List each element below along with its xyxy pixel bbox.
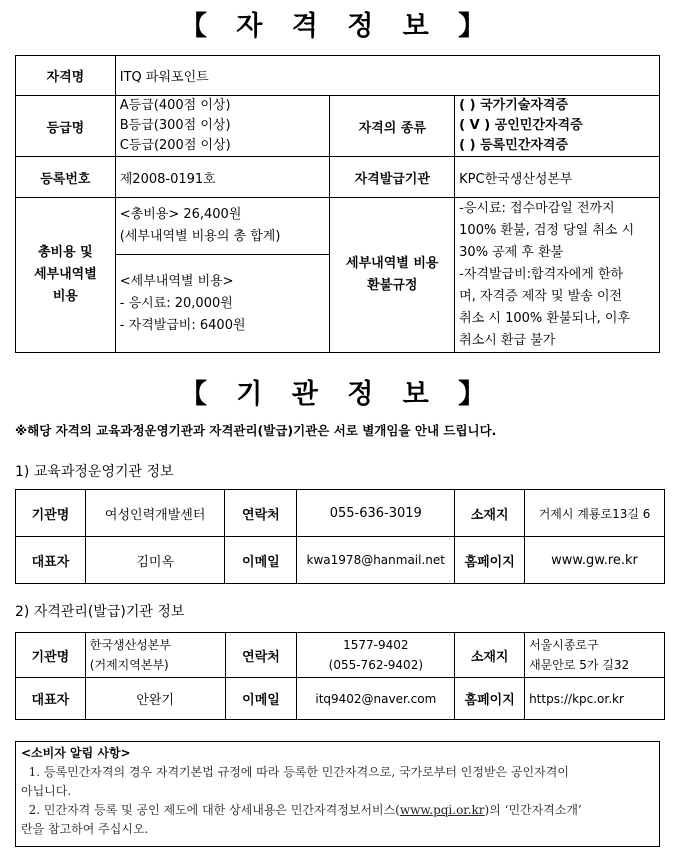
edu-org-table <box>15 489 665 584</box>
grade-item: C등급(200점 이상) <box>119 138 231 153</box>
reg-number-label: 등록번호 <box>16 157 116 198</box>
edu-addr-label: 소재지 <box>455 490 525 537</box>
consumer-notice-line: 2. 민간자격 등록 및 공인 제도에 대한 상세내용은 민간자격정보서비스(www.pqi.or.kr)의 ‘민간자격소개’ <box>21 803 582 817</box>
cert-info-table <box>15 55 660 353</box>
mgmt-web-label: 홈페이지 <box>455 678 525 720</box>
edu-org-value: 여성인력개발센터 <box>85 490 225 537</box>
edu-phone-label: 연락처 <box>225 490 297 537</box>
edu-org-heading: 1) 교육과정운영기관 정보 <box>15 464 174 480</box>
grade-list <box>115 96 330 157</box>
refund-label: 세부내역별 비용 환불규정 <box>330 198 455 353</box>
consumer-notice <box>15 741 660 847</box>
grade-label: 등급명 <box>16 96 116 157</box>
cert-type-list <box>455 96 660 157</box>
mgmt-org-heading: 2) 자격관리(발급)기관 정보 <box>15 604 185 620</box>
org-info-title: 【 기 관 정 보 】 <box>179 379 496 410</box>
cert-type-label: 자격의 종류 <box>330 96 455 157</box>
issuer-label: 자격발급기관 <box>330 157 455 198</box>
edu-rep-label: 대표자 <box>16 537 86 584</box>
grade-item: A등급(400점 이상) <box>119 98 231 113</box>
mgmt-email-label: 이메일 <box>225 678 297 720</box>
refund-text: -응시료: 접수마감일 전까지 100% 환불, 검정 당일 취소 시 30% 공제 후 환불 -자격발급비:합격자에게 한하 며, 자격증 제작 및 발송 이전 취소 시 100% 환불되나, 이후 취소시 환급 불가 <box>455 198 660 353</box>
edu-web-value: www.gw.re.kr <box>525 537 665 584</box>
mgmt-rep-label: 대표자 <box>16 678 86 720</box>
consumer-notice-heading: <소비자 알림 사항> <box>21 746 131 760</box>
edu-rep-value: 김미옥 <box>85 537 225 584</box>
edu-phone-value: 055-636-3019 <box>297 490 455 537</box>
cost-label: 총비용 및 세부내역별 비용 <box>16 198 116 353</box>
mgmt-phone-label: 연락처 <box>225 633 297 678</box>
detail-cost: <세부내역별 비용> - 응시료: 20,000원 - 자격발급비: 6400원 <box>115 255 330 353</box>
issuer-value: KPC한국생산성본부 <box>455 157 660 198</box>
cert-type-item: ( ) 등록민간자격증 <box>459 138 568 153</box>
consumer-notice-line: 란을 참고하여 주십시오. <box>21 822 149 836</box>
edu-email-label: 이메일 <box>225 537 297 584</box>
mgmt-addr-value: 서울시종로구 새문안로 5가 길32 <box>525 633 665 678</box>
consumer-notice-line: 아닙니다. <box>21 784 72 798</box>
mgmt-email-value: itq9402@naver.com <box>297 678 455 720</box>
cert-type-item: ( ) 국가기술자격증 <box>459 98 568 113</box>
edu-org-label: 기관명 <box>16 490 86 537</box>
cert-name-label: 자격명 <box>16 56 116 96</box>
edu-email-value: kwa1978@hanmail.net <box>297 537 455 584</box>
grade-item: B등급(300점 이상) <box>119 118 231 133</box>
cert-info-title: 【 자 격 정 보 】 <box>179 11 496 42</box>
mgmt-web-value: https://kpc.or.kr <box>525 678 665 720</box>
cert-type-item: ( V ) 공인민간자격증 <box>459 118 583 133</box>
reg-number-value: 제2008-0191호 <box>115 157 330 198</box>
org-notice: ※해당 자격의 교육과정운영기관과 자격관리(발급)기관은 서로 별개임을 안내 드립니다. <box>15 423 497 438</box>
cert-name-value: ITQ 파워포인트 <box>115 56 659 96</box>
pqi-link[interactable]: www.pqi.or.kr <box>399 803 485 817</box>
mgmt-addr-label: 소재지 <box>455 633 525 678</box>
mgmt-phone-value: 1577-9402 (055-762-9402) <box>297 633 455 678</box>
consumer-notice-line: 1. 등록민간자격의 경우 자격기본법 규정에 따라 등록한 민간자격으로, 국가로부터 인정받은 공인자격이 <box>21 765 569 779</box>
edu-web-label: 홈페이지 <box>455 537 525 584</box>
mgmt-org-value: 한국생산성본부 (거제지역본부) <box>85 633 225 678</box>
mgmt-org-label: 기관명 <box>16 633 86 678</box>
mgmt-org-table <box>15 632 665 720</box>
edu-addr-value: 거제시 계룡로13길 6 <box>525 490 665 537</box>
mgmt-rep-value: 안완기 <box>85 678 225 720</box>
total-cost: <총비용> 26,400원 (세부내역별 비용의 총 합계) <box>115 198 330 255</box>
